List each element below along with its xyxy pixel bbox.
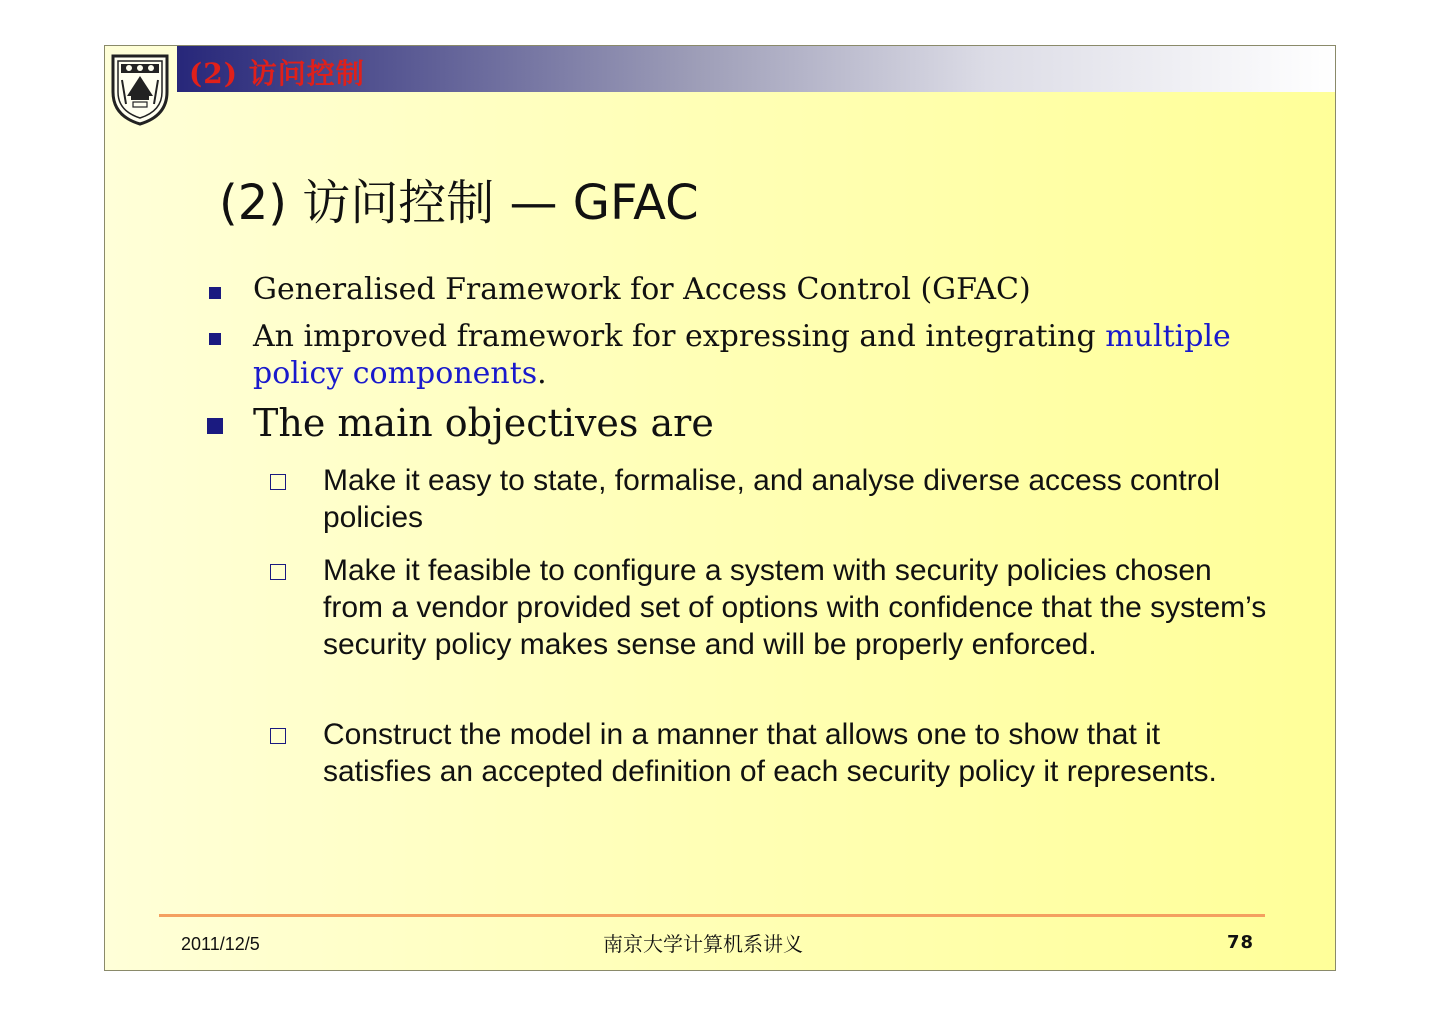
sub-bullet-text: Make it feasible to configure a system with security policies chosen from a vendor provided set of options with confidence that the system’s security policy makes sense and will be properly enforced. xyxy=(323,554,1267,661)
bullet-text-part: An improved framework for expressing and integrating xyxy=(253,319,1106,354)
footer-date: 2011/12/5 xyxy=(181,934,260,954)
sub-bullet-box-icon xyxy=(270,564,286,580)
university-seal-icon xyxy=(109,52,171,126)
footer-divider xyxy=(159,914,1265,917)
bullet-highlight: multiple policy components xyxy=(253,319,1231,391)
sub-bullet-box-icon xyxy=(270,474,286,490)
bullet-square-icon xyxy=(207,418,223,434)
header-title: (2) 访问控制 xyxy=(189,57,365,90)
bullet-text-part: . xyxy=(537,356,547,391)
bullet-square-icon xyxy=(209,287,221,299)
slide xyxy=(104,45,1336,971)
bullet-square-icon xyxy=(209,333,221,345)
page-number: 78 xyxy=(1227,932,1255,953)
bullet-text xyxy=(253,318,1253,392)
footer-center-text: 南京大学计算机系讲义 xyxy=(603,932,803,956)
sub-bullet-box-icon xyxy=(270,728,286,744)
sub-bullet-text: Construct the model in a manner that allows one to show that it satisfies an accepted definition of each security policy it represents. xyxy=(323,718,1217,788)
bullet-text: The main objectives are xyxy=(253,401,714,445)
header-bar xyxy=(177,46,1335,92)
slide-title: (2) 访问控制 — GFAC xyxy=(219,175,699,231)
sub-bullet-text: Make it easy to state, formalise, and analyse diverse access control policies xyxy=(323,464,1221,534)
bullet-text: Generalised Framework for Access Control (GFAC) xyxy=(253,272,1031,307)
